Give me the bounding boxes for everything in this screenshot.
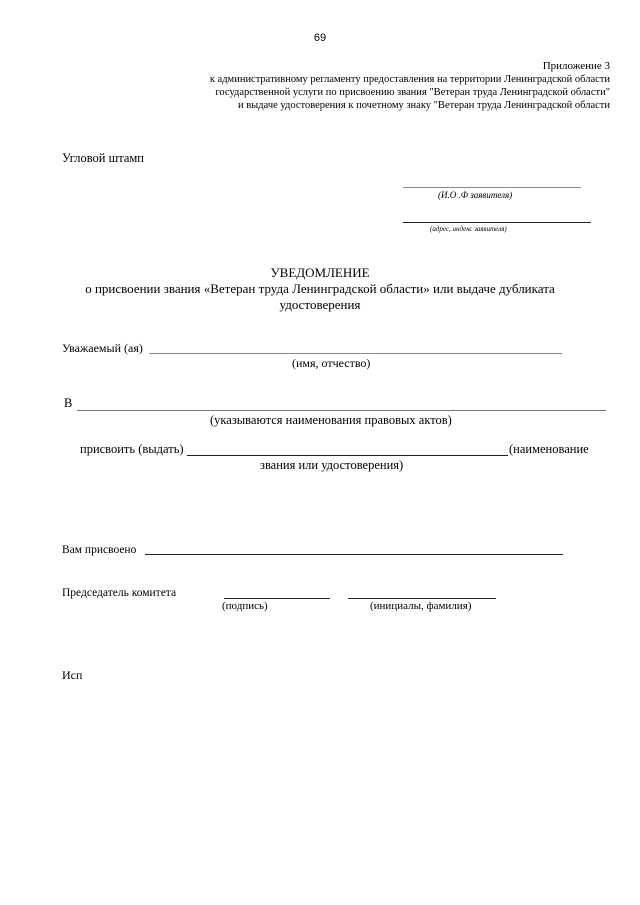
signature-line[interactable]: [224, 598, 330, 599]
applicant-name-line[interactable]: [403, 187, 581, 188]
appendix-title: Приложение 3: [542, 60, 610, 72]
appendix-line: государственной услуги по присвоению звания "Ветеран труда Ленинградской области": [215, 87, 610, 98]
appendix-header: [210, 60, 610, 112]
appendix-line: к административному регламенту предоставления на территории Ленинградской области: [209, 74, 610, 85]
assign-line[interactable]: [187, 455, 508, 456]
applicant-address-line[interactable]: [403, 222, 591, 223]
acts-line[interactable]: [77, 410, 606, 411]
initials-line[interactable]: [348, 598, 496, 599]
chairman-label: Председатель комитета: [62, 587, 177, 599]
page-number: 69: [313, 32, 327, 44]
acts-caption: (указываются наименования правовых актов): [210, 413, 452, 427]
notice-heading: [0, 265, 640, 313]
assigned-line[interactable]: [145, 554, 563, 555]
greeting-caption: (имя, отчество): [292, 356, 371, 370]
signature-caption: (подпись): [222, 600, 268, 612]
initials-caption: (инициалы, фамилия): [370, 600, 472, 612]
assign-caption: звания или удостоверения): [260, 458, 404, 472]
notice-title: УВЕДОМЛЕНИЕ: [270, 265, 370, 280]
acts-prefix: В: [64, 396, 73, 410]
applicant-address-caption: (адрес, индекс заявителя): [430, 225, 507, 233]
corner-stamp: Угловой штамп: [62, 151, 145, 165]
assign-label: присвоить (выдать): [80, 442, 184, 456]
greeting-label: Уважаемый (ая): [62, 341, 143, 355]
notice-subtitle: удостоверения: [279, 297, 361, 312]
assign-suffix: (наименование: [509, 442, 589, 456]
executor-label: Исп: [62, 668, 83, 682]
greeting-name-line[interactable]: [149, 353, 562, 354]
assigned-label: Вам присвоено: [62, 544, 137, 556]
appendix-line: и выдаче удостоверения к почетному знаку "Ветеран труда Ленинградской области: [237, 100, 610, 111]
applicant-name-caption: (И.О .Ф заявителя): [438, 190, 513, 200]
notice-subtitle: о присвоении звания «Ветеран труда Ленинградской области» или выдаче дубликата: [85, 281, 555, 296]
